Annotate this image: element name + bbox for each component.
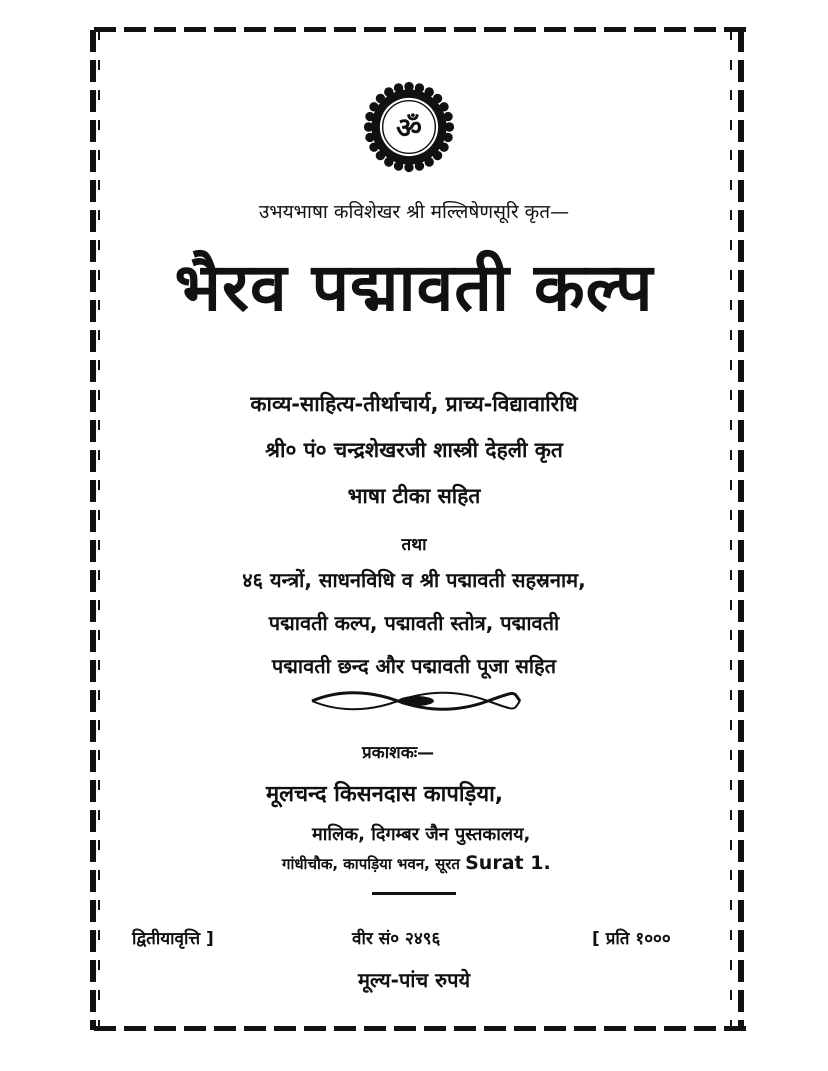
ornamental-border-inner-right: [730, 30, 732, 1030]
subtitle-line-1: काव्य-साहित्य-तीर्थाचार्य, प्राच्य-विद्यावारिधि: [250, 392, 578, 416]
conjunction-tatha: तथा: [401, 535, 427, 555]
subtitle-line-2: श्री० पं० चन्द्रशेखरजी शास्त्री देहली कृत: [265, 438, 563, 462]
om-seal-icon: [362, 80, 456, 174]
edition-label: द्वितीयावृत्ति ]: [132, 929, 214, 949]
om-symbol: ॐ: [396, 111, 422, 145]
price-line: मूल्य-पांच रुपये: [357, 968, 471, 992]
subtitle-line-3: भाषा टीका सहित: [347, 484, 481, 508]
print-copies: [ प्रति १०००: [592, 929, 671, 949]
ornamental-border-bottom: [94, 1026, 754, 1031]
publisher-address-line-1: मालिक, दिगम्बर जैन पुस्तकालय,: [312, 824, 531, 845]
author-line: उभयभाषा कविशेखर श्री मल्लिषेणसूरि कृत—: [258, 201, 570, 223]
publisher-name: मूलचन्द किसनदास कापड़िया,: [266, 782, 504, 807]
publisher-address-latin: Surat 1.: [465, 852, 551, 874]
ornamental-border-inner-left: [98, 30, 100, 1030]
contents-line-2: पद्मावती कल्प, पद्मावती स्तोत्र, पद्मावती: [268, 611, 560, 635]
publisher-label: प्रकाशकः—: [362, 743, 435, 763]
decorative-flourish-icon: [308, 688, 524, 714]
contents-line-1: ४६ यन्त्रों, साधनविधि व श्री पद्मावती सहस्रनाम,: [242, 568, 586, 592]
ornamental-border-top: [94, 27, 754, 32]
book-title: भैरव पद्मावती कल्प: [174, 249, 654, 326]
contents-line-3: पद्मावती छन्द और पद्मावती पूजा सहित: [271, 654, 557, 678]
divider-rule: [372, 892, 456, 895]
publisher-address-hindi: गांधीचौक, कापड़िया भवन, सूरत: [282, 855, 460, 873]
vira-samvat-year: वीर सं० २४९६: [352, 929, 441, 949]
ornamental-border-right: [738, 30, 744, 1030]
ornamental-border-left: [90, 30, 96, 1030]
publisher-address-line-2: [282, 852, 551, 874]
